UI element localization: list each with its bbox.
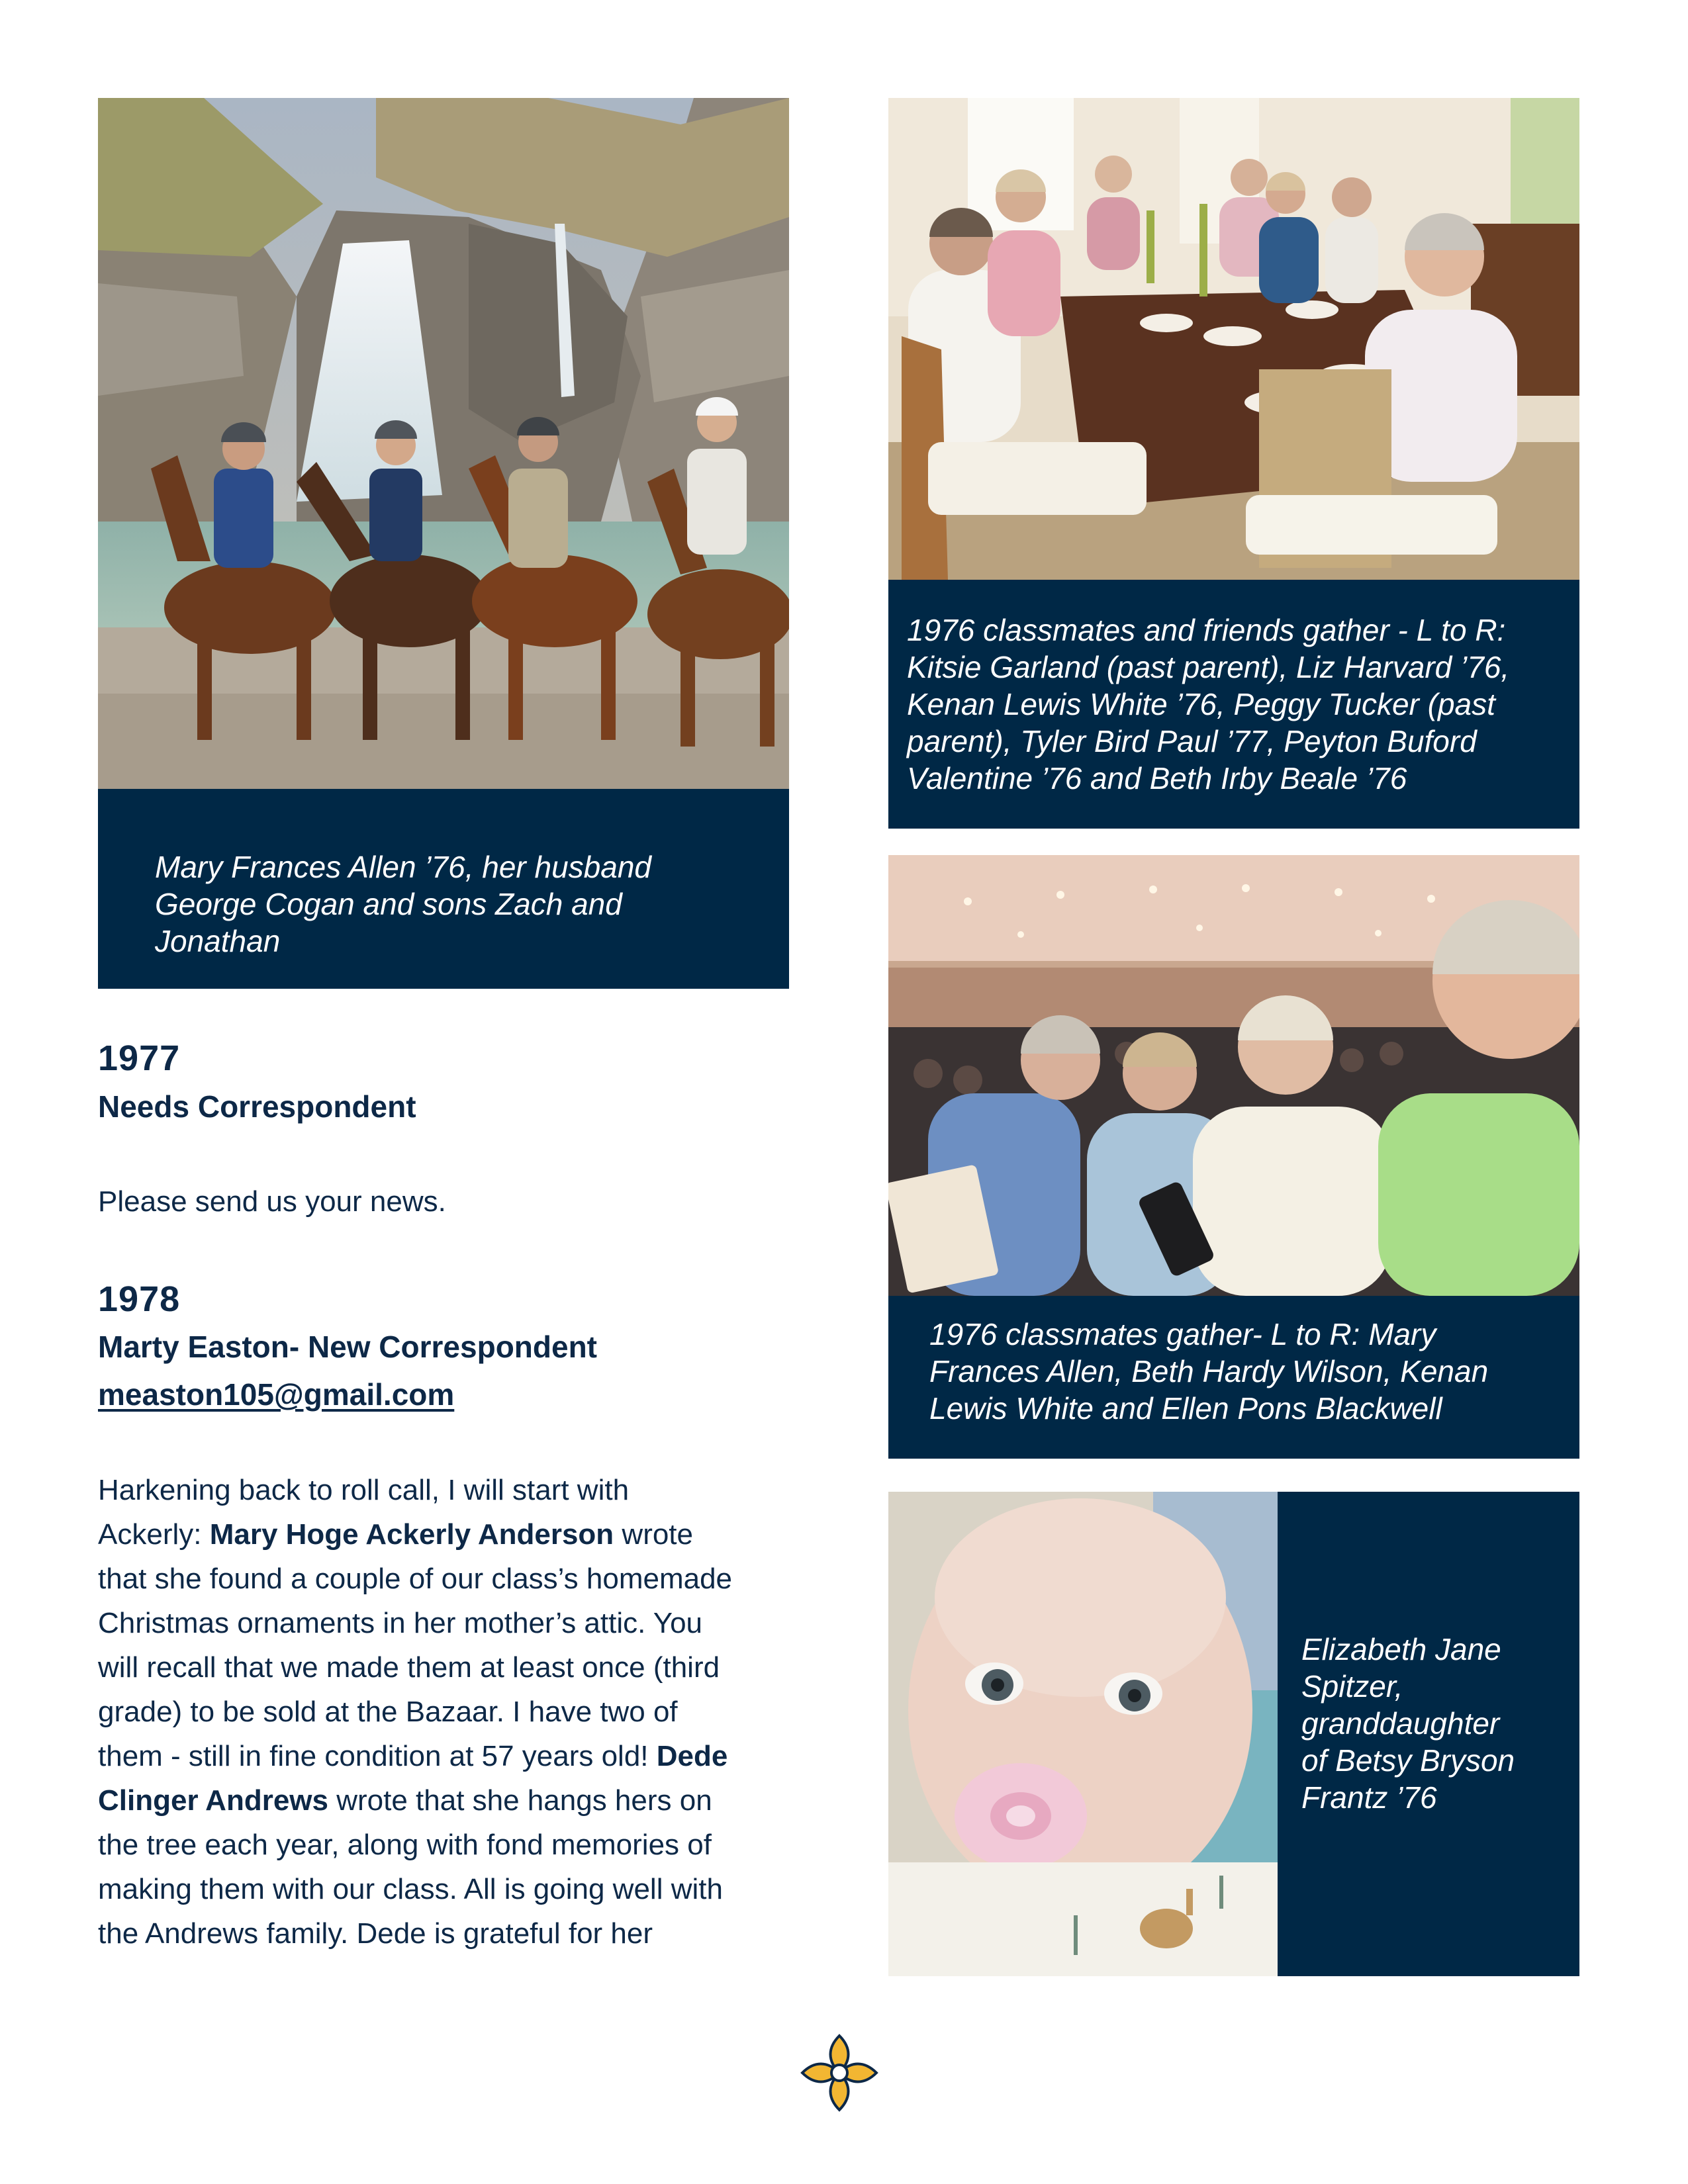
body-text-run: Christmas ornaments in her mother’s attic. You	[98, 1607, 703, 1639]
caption-line: Jonathan	[155, 924, 281, 958]
body-line	[98, 1645, 800, 1690]
body-line	[98, 1690, 800, 1734]
body-text-run: grade) to be sold at the Bazaar. I have two of	[98, 1696, 678, 1728]
body-text-run: wrote that she hangs hers on	[328, 1784, 712, 1817]
dinner-caption	[888, 580, 1579, 829]
body-text-run: that she found a couple of our class’s homemade	[98, 1563, 733, 1595]
caption-line: Elizabeth Jane	[1301, 1632, 1501, 1666]
caption-line: 1976 classmates and friends gather - L to R:	[907, 613, 1506, 647]
dinner-photo	[888, 98, 1579, 580]
caption-line: Kenan Lewis White ’76, Peggy Tucker (past	[907, 687, 1495, 721]
caption-line: 1976 classmates gather- L to R: Mary	[929, 1317, 1436, 1351]
caption-line: Mary Frances Allen ’76, her husband	[155, 850, 652, 884]
caption-line: Spitzer,	[1301, 1669, 1403, 1704]
body-text-run: the tree each year, along with fond memories of	[98, 1829, 712, 1861]
correspondent-1978: Marty Easton- New Correspondent	[98, 1330, 597, 1364]
classmate-name: Clinger Andrews	[98, 1784, 328, 1817]
caption-line: Lewis White and Ellen Pons Blackwell	[929, 1391, 1442, 1426]
class-notes-1978	[98, 1468, 800, 1956]
baby-photo	[888, 1492, 1278, 1976]
baby-caption	[1278, 1492, 1579, 1976]
body-line	[98, 1867, 800, 1911]
caption-line: George Cogan and sons Zach and	[155, 887, 622, 921]
horses-photo	[98, 98, 789, 789]
classmate-name: Dede	[656, 1740, 728, 1772]
classmate-name: Mary Hoge Ackerly Anderson	[209, 1518, 614, 1551]
correspondent-email-link[interactable]: measton105@gmail.com	[98, 1377, 455, 1412]
body-line	[98, 1512, 800, 1557]
body-line	[98, 1601, 800, 1645]
caption-line: Frantz ’76	[1301, 1780, 1437, 1815]
body-line	[98, 1911, 800, 1956]
caption-line: of Betsy Bryson	[1301, 1743, 1515, 1778]
year-1978-heading: 1978	[98, 1279, 181, 1319]
body-text-run: them - still in fine condition at 57 years old!	[98, 1740, 657, 1772]
body-text-run: wrote	[614, 1518, 694, 1551]
caption-line: Frances Allen, Beth Hardy Wilson, Kenan	[929, 1354, 1489, 1388]
body-text-run: making them with our class. All is going well with	[98, 1873, 723, 1905]
body-text-run: the Andrews family. Dede is grateful for her	[98, 1917, 653, 1950]
body-line	[98, 1778, 800, 1823]
year-1977-heading: 1977	[98, 1038, 181, 1078]
theater-photo	[888, 855, 1579, 1296]
correspondent-1977: Needs Correspondent	[98, 1089, 416, 1124]
caption-line: parent), Tyler Bird Paul ’77, Peyton Buford	[907, 724, 1477, 758]
body-text-run: Harkening back to roll call, I will start with	[98, 1474, 630, 1506]
body-line	[98, 1557, 800, 1601]
body-line	[98, 1468, 800, 1512]
school-logo-icon	[798, 2032, 880, 2114]
body-line	[98, 1734, 800, 1778]
body-text-run: Ackerly:	[98, 1518, 210, 1551]
news-request-1977: Please send us your news.	[98, 1185, 446, 1218]
caption-line: Kitsie Garland (past parent), Liz Harvard ’76,	[907, 650, 1510, 684]
theater-caption	[888, 1296, 1579, 1459]
body-line	[98, 1823, 800, 1867]
horses-caption	[98, 789, 789, 989]
caption-line: granddaughter	[1301, 1706, 1500, 1741]
caption-line: Valentine ’76 and Beth Irby Beale ’76	[907, 761, 1407, 796]
body-text-run: will recall that we made them at least once (third	[98, 1651, 720, 1684]
